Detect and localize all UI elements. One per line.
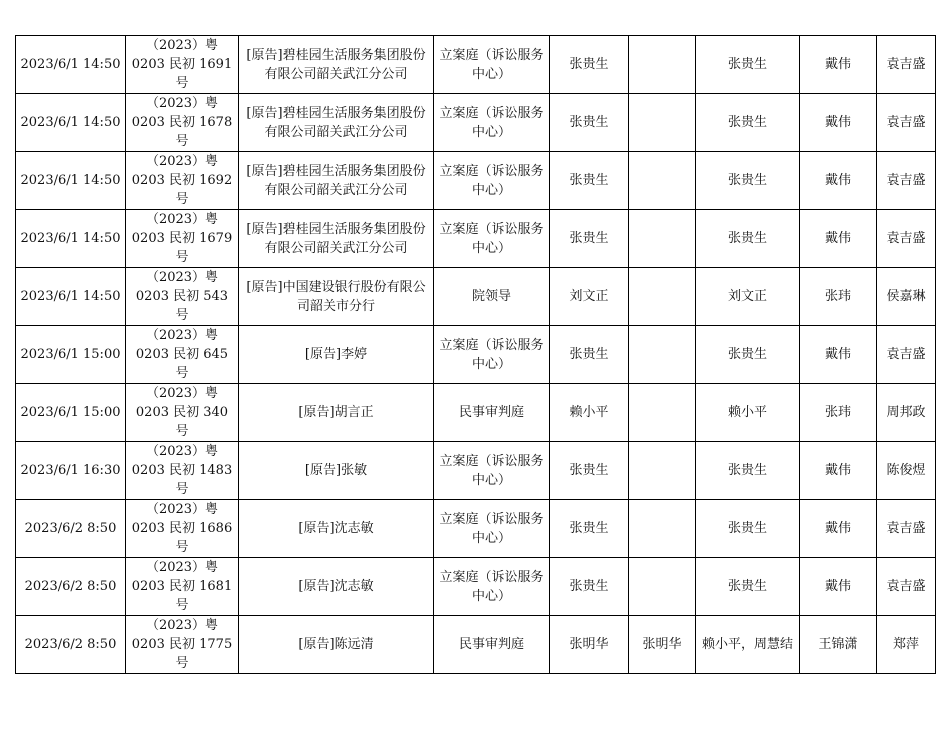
department-cell: 院领导 (434, 268, 550, 326)
assistant-cell: 袁吉盛 (877, 36, 936, 94)
hearing-time-cell: 2023/6/1 16:30 (16, 442, 126, 500)
clerk-cell: 戴伟 (800, 326, 877, 384)
case-number-cell: （2023）粤 0203 民初 1678 号 (126, 94, 239, 152)
hearing-time-cell: 2023/6/1 15:00 (16, 326, 126, 384)
panel-members-cell: 张贵生 (696, 36, 800, 94)
clerk-cell: 王锦潇 (800, 616, 877, 674)
department-cell: 立案庭（诉讼服务中心） (434, 210, 550, 268)
presiding-judge-cell: 张贵生 (550, 500, 629, 558)
table-row (16, 210, 936, 268)
case-number-cell: （2023）粤 0203 民初 1692 号 (126, 152, 239, 210)
assistant-cell: 袁吉盛 (877, 326, 936, 384)
clerk-cell: 戴伟 (800, 442, 877, 500)
table-row (16, 442, 936, 500)
table-row (16, 94, 936, 152)
hearing-time-cell: 2023/6/2 8:50 (16, 500, 126, 558)
assistant-cell: 侯嘉琳 (877, 268, 936, 326)
hearing-time-cell: 2023/6/1 14:50 (16, 210, 126, 268)
assistant-cell: 陈俊煜 (877, 442, 936, 500)
panel-members-cell: 赖小平，周慧结 (696, 616, 800, 674)
party-cell: [原告]中国建设银行股份有限公司韶关市分行 (239, 268, 434, 326)
department-cell: 立案庭（诉讼服务中心） (434, 152, 550, 210)
table-row (16, 326, 936, 384)
panel-members-cell: 张贵生 (696, 500, 800, 558)
presiding-judge-cell: 张贵生 (550, 558, 629, 616)
assistant-cell: 袁吉盛 (877, 94, 936, 152)
case-number-cell: （2023）粤 0203 民初 1483 号 (126, 442, 239, 500)
department-cell: 立案庭（诉讼服务中心） (434, 94, 550, 152)
panel-members-cell: 张贵生 (696, 152, 800, 210)
clerk-cell: 张玮 (800, 384, 877, 442)
hearing-time-cell: 2023/6/1 14:50 (16, 152, 126, 210)
clerk-cell: 戴伟 (800, 94, 877, 152)
presiding-judge-cell: 刘文正 (550, 268, 629, 326)
party-cell: [原告]碧桂园生活服务集团股份有限公司韶关武江分公司 (239, 94, 434, 152)
presiding-judge-cell: 张贵生 (550, 36, 629, 94)
party-cell: [原告]陈远清 (239, 616, 434, 674)
table-row (16, 268, 936, 326)
party-cell: [原告]碧桂园生活服务集团股份有限公司韶关武江分公司 (239, 152, 434, 210)
judge-cell (629, 36, 696, 94)
case-number-cell: （2023）粤 0203 民初 1681 号 (126, 558, 239, 616)
party-cell: [原告]李婷 (239, 326, 434, 384)
panel-members-cell: 张贵生 (696, 210, 800, 268)
case-number-cell: （2023）粤 0203 民初 543 号 (126, 268, 239, 326)
department-cell: 民事审判庭 (434, 616, 550, 674)
party-cell: [原告]胡言正 (239, 384, 434, 442)
presiding-judge-cell: 张贵生 (550, 442, 629, 500)
department-cell: 立案庭（诉讼服务中心） (434, 326, 550, 384)
table-row (16, 558, 936, 616)
presiding-judge-cell: 张贵生 (550, 326, 629, 384)
hearing-schedule-table (15, 35, 936, 674)
hearing-time-cell: 2023/6/1 14:50 (16, 36, 126, 94)
panel-members-cell: 张贵生 (696, 558, 800, 616)
department-cell: 立案庭（诉讼服务中心） (434, 36, 550, 94)
assistant-cell: 袁吉盛 (877, 500, 936, 558)
department-cell: 立案庭（诉讼服务中心） (434, 558, 550, 616)
panel-members-cell: 张贵生 (696, 442, 800, 500)
assistant-cell: 袁吉盛 (877, 558, 936, 616)
judge-cell (629, 558, 696, 616)
judge-cell (629, 384, 696, 442)
judge-cell (629, 152, 696, 210)
hearing-time-cell: 2023/6/1 15:00 (16, 384, 126, 442)
case-number-cell: （2023）粤 0203 民初 1686 号 (126, 500, 239, 558)
judge-cell (629, 268, 696, 326)
clerk-cell: 张玮 (800, 268, 877, 326)
judge-cell (629, 94, 696, 152)
case-number-cell: （2023）粤 0203 民初 645 号 (126, 326, 239, 384)
panel-members-cell: 赖小平 (696, 384, 800, 442)
assistant-cell: 袁吉盛 (877, 210, 936, 268)
party-cell: [原告]张敏 (239, 442, 434, 500)
party-cell: [原告]沈志敏 (239, 558, 434, 616)
clerk-cell: 戴伟 (800, 558, 877, 616)
hearing-time-cell: 2023/6/1 14:50 (16, 268, 126, 326)
table-row (16, 36, 936, 94)
assistant-cell: 袁吉盛 (877, 152, 936, 210)
hearing-time-cell: 2023/6/1 14:50 (16, 94, 126, 152)
judge-cell (629, 326, 696, 384)
assistant-cell: 郑萍 (877, 616, 936, 674)
department-cell: 立案庭（诉讼服务中心） (434, 500, 550, 558)
panel-members-cell: 张贵生 (696, 326, 800, 384)
clerk-cell: 戴伟 (800, 36, 877, 94)
hearing-time-cell: 2023/6/2 8:50 (16, 616, 126, 674)
party-cell: [原告]碧桂园生活服务集团股份有限公司韶关武江分公司 (239, 36, 434, 94)
clerk-cell: 戴伟 (800, 152, 877, 210)
party-cell: [原告]碧桂园生活服务集团股份有限公司韶关武江分公司 (239, 210, 434, 268)
judge-cell: 张明华 (629, 616, 696, 674)
clerk-cell: 戴伟 (800, 210, 877, 268)
department-cell: 立案庭（诉讼服务中心） (434, 442, 550, 500)
judge-cell (629, 500, 696, 558)
panel-members-cell: 张贵生 (696, 94, 800, 152)
hearing-time-cell: 2023/6/2 8:50 (16, 558, 126, 616)
clerk-cell: 戴伟 (800, 500, 877, 558)
judge-cell (629, 210, 696, 268)
presiding-judge-cell: 张贵生 (550, 210, 629, 268)
judge-cell (629, 442, 696, 500)
assistant-cell: 周邦政 (877, 384, 936, 442)
table-body (16, 36, 936, 674)
department-cell: 民事审判庭 (434, 384, 550, 442)
presiding-judge-cell: 张明华 (550, 616, 629, 674)
presiding-judge-cell: 张贵生 (550, 94, 629, 152)
case-number-cell: （2023）粤 0203 民初 1691 号 (126, 36, 239, 94)
table-row (16, 152, 936, 210)
table-row (16, 384, 936, 442)
presiding-judge-cell: 赖小平 (550, 384, 629, 442)
panel-members-cell: 刘文正 (696, 268, 800, 326)
table-row (16, 616, 936, 674)
presiding-judge-cell: 张贵生 (550, 152, 629, 210)
party-cell: [原告]沈志敏 (239, 500, 434, 558)
case-number-cell: （2023）粤 0203 民初 340 号 (126, 384, 239, 442)
case-number-cell: （2023）粤 0203 民初 1679 号 (126, 210, 239, 268)
table-row (16, 500, 936, 558)
case-number-cell: （2023）粤 0203 民初 1775 号 (126, 616, 239, 674)
